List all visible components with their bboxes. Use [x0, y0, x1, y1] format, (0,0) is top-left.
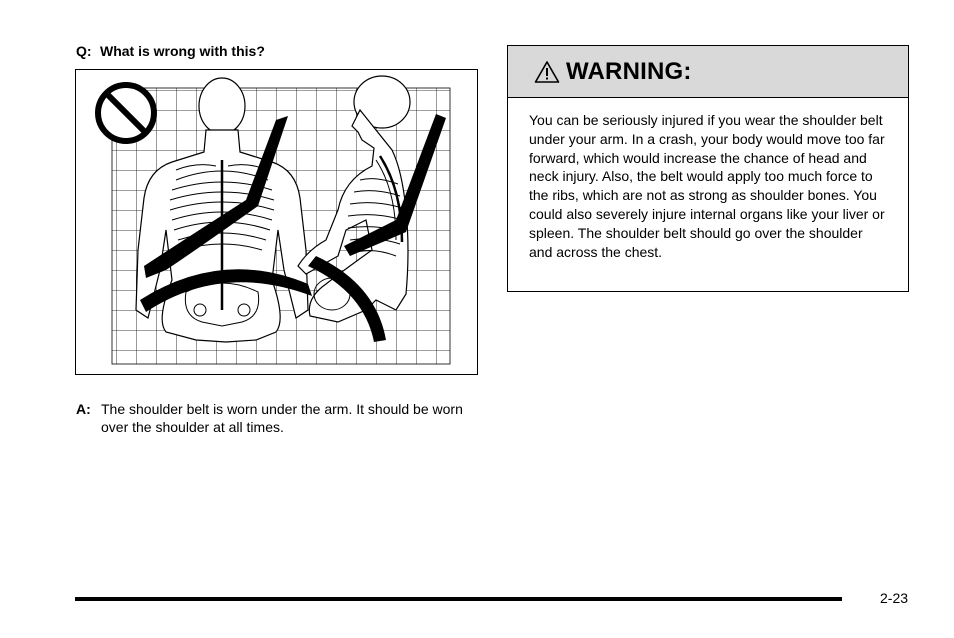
page-number: 2-23	[880, 590, 909, 606]
answer-label: A:	[76, 401, 91, 417]
answer	[76, 400, 476, 436]
question-label: Q:	[76, 43, 92, 59]
warning-header	[508, 46, 908, 98]
warning-triangle-icon	[534, 60, 560, 84]
warning-body: You can be seriously injured if you wear the shoulder belt under your arm. In a crash, your body would move too far forward, which would increase the chance of head and neck injury. Also, the belt would apply too much force to the ribs, which are not as strong as shoulder bones. You could also severely injure internal organs like your liver or spleen. The shoulder belt should go over the shoulder and across the chest.	[529, 112, 885, 260]
answer-text: The shoulder belt is worn under the arm. It should be worn over the shoulder at all times.	[101, 401, 463, 435]
warning-title: WARNING:	[566, 57, 692, 85]
warning-box	[507, 45, 909, 292]
prohibition-icon	[98, 85, 154, 141]
skeleton-illustration	[76, 70, 479, 376]
footer-rule	[75, 597, 842, 601]
seatbelt-illustration	[75, 69, 478, 375]
question	[76, 43, 265, 60]
question-text: What is wrong with this?	[100, 43, 265, 59]
